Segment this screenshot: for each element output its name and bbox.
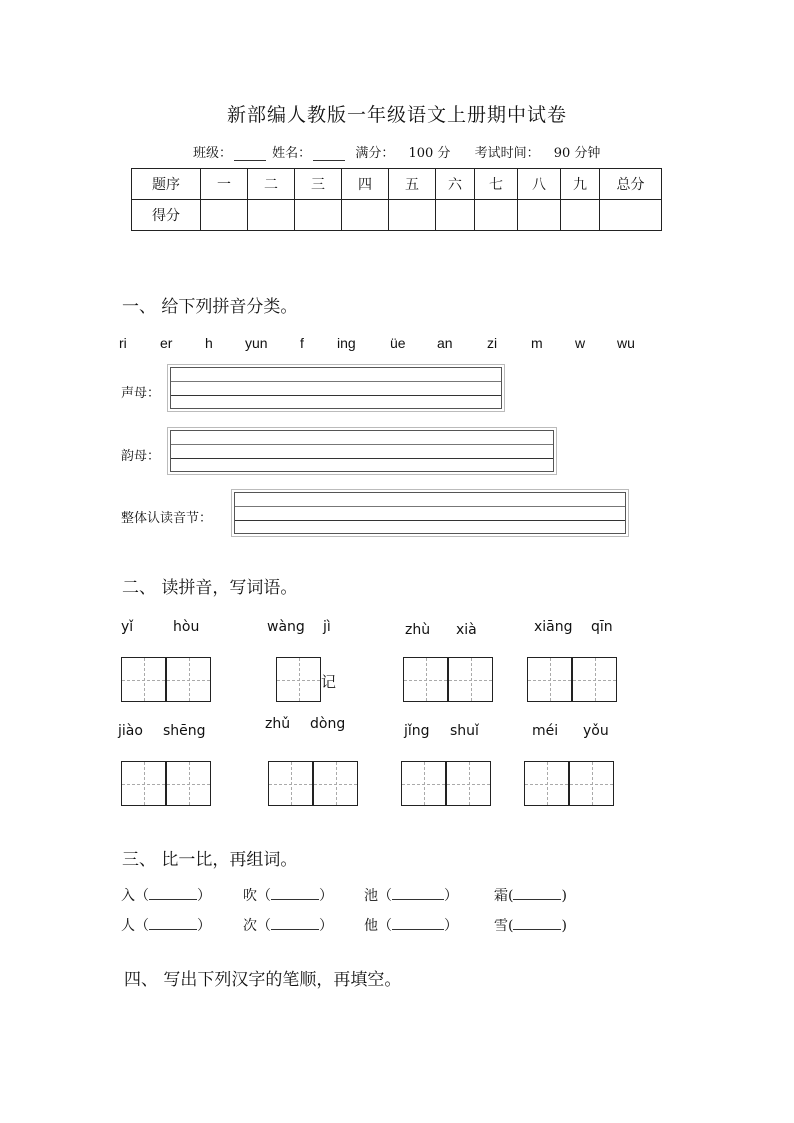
tianzige-box[interactable]	[572, 657, 617, 702]
score-cell[interactable]	[475, 200, 518, 231]
score-cell[interactable]	[201, 200, 248, 231]
score-cell[interactable]	[561, 200, 600, 231]
score-row-label: 得分	[132, 200, 201, 231]
page-title: 新部编人教版一年级语文上册期中试卷	[226, 104, 567, 126]
section-2-title: 二、 读拼音，写词语。	[122, 578, 298, 598]
pinyin-item: wu	[617, 335, 635, 351]
pinyin-word: zhù	[405, 622, 431, 638]
score-cell[interactable]	[436, 200, 475, 231]
pinyin-item: ing	[337, 335, 356, 351]
pinyin-word: xià	[456, 622, 477, 638]
tianzige-box[interactable]	[166, 657, 211, 702]
header-cell-1: 一	[201, 169, 248, 200]
compare-item[interactable]: 他（ ）	[364, 918, 458, 934]
section-1-title: 一、 给下列拼音分类。	[122, 297, 298, 317]
tianzige-box[interactable]	[401, 761, 446, 806]
header-cell-order: 题序	[132, 169, 201, 200]
tianzige-box[interactable]	[121, 761, 166, 806]
zhengti-writing-lines[interactable]	[231, 489, 629, 537]
compare-item[interactable]: 入（ ）	[121, 888, 211, 904]
header-cell-7: 七	[475, 169, 518, 200]
zhengti-label: 整体认读音节：	[121, 511, 213, 526]
name-blank[interactable]	[313, 147, 345, 161]
pinyin-item: zi	[487, 335, 498, 351]
pinyin-item: f	[300, 335, 304, 351]
header-cell-8: 八	[518, 169, 561, 200]
score-cell[interactable]	[389, 200, 436, 231]
header-cell-4: 四	[342, 169, 389, 200]
pinyin-item: yun	[245, 335, 268, 351]
pinyin-word: jì	[323, 619, 331, 635]
pinyin-word: wàng	[267, 619, 305, 635]
score-table-score-row	[132, 200, 662, 231]
pinyin-item: m	[531, 335, 543, 351]
full-score-value: 100 分	[408, 146, 451, 161]
header-cell-3: 三	[295, 169, 342, 200]
tianzige-box[interactable]	[166, 761, 211, 806]
tianzige-box[interactable]	[524, 761, 569, 806]
compare-item[interactable]: 吹（ ）	[243, 888, 333, 904]
pinyin-word: jǐng	[404, 723, 430, 739]
pinyin-word: yǐ	[121, 619, 134, 635]
pinyin-word: zhǔ	[265, 716, 291, 732]
name-label: 姓名：	[272, 146, 312, 161]
tianzige-box[interactable]	[121, 657, 166, 702]
full-score-label: 满分：	[355, 146, 395, 161]
pinyin-item: w	[575, 335, 586, 351]
shengmu-writing-lines[interactable]	[167, 364, 505, 412]
tianzige-box[interactable]	[448, 657, 493, 702]
section-3-title: 三、 比一比，再组词。	[122, 850, 298, 870]
pinyin-word: hòu	[173, 619, 200, 635]
tianzige-box[interactable]	[569, 761, 614, 806]
class-blank[interactable]	[234, 147, 266, 161]
header-cell-6: 六	[436, 169, 475, 200]
pinyin-word: xiāng	[534, 619, 573, 635]
header-cell-2: 二	[248, 169, 295, 200]
score-table-header-row	[132, 169, 662, 200]
class-label: 班级：	[193, 146, 233, 161]
pinyin-word: méi	[532, 723, 559, 739]
score-cell[interactable]	[295, 200, 342, 231]
score-cell[interactable]	[248, 200, 295, 231]
pinyin-item: h	[205, 335, 213, 351]
header-cell-5: 五	[389, 169, 436, 200]
time-value: 90 分钟	[553, 146, 601, 161]
tianzige-box[interactable]	[403, 657, 448, 702]
pinyin-word: qīn	[591, 619, 613, 635]
exam-info	[193, 142, 600, 161]
time-label: 考试时间：	[474, 146, 540, 161]
tianzige-box[interactable]	[446, 761, 491, 806]
yunmu-label: 韵母：	[121, 449, 161, 464]
score-cell[interactable]	[342, 200, 389, 231]
pinyin-word: dòng	[310, 716, 346, 732]
pinyin-item: üe	[390, 335, 406, 351]
score-table	[131, 168, 662, 231]
score-cell[interactable]	[600, 200, 662, 231]
score-cell[interactable]	[518, 200, 561, 231]
pinyin-item: ri	[119, 335, 127, 351]
compare-item[interactable]: 霜( )	[494, 888, 567, 904]
compare-item[interactable]: 人（ ）	[121, 918, 211, 934]
tianzige-box[interactable]	[313, 761, 358, 806]
compare-item[interactable]: 雪( )	[494, 918, 567, 934]
shengmu-label: 声母：	[121, 386, 161, 401]
pinyin-word: shēng	[163, 723, 206, 739]
yunmu-writing-lines[interactable]	[167, 427, 557, 475]
tianzige-box[interactable]	[268, 761, 313, 806]
pinyin-item: an	[437, 335, 453, 351]
compare-item[interactable]: 池（ ）	[364, 888, 458, 904]
pinyin-word: jiào	[118, 723, 143, 739]
header-cell-total: 总分	[600, 169, 662, 200]
pinyin-word: yǒu	[583, 723, 609, 739]
tianzige-box[interactable]	[276, 657, 321, 702]
compare-item[interactable]: 次（ ）	[243, 918, 333, 934]
tianzige-box[interactable]	[527, 657, 572, 702]
given-character: 记	[321, 673, 337, 691]
section-4-title: 四、 写出下列汉字的笔顺，再填空。	[124, 970, 402, 990]
header-cell-9: 九	[561, 169, 600, 200]
pinyin-word: shuǐ	[450, 723, 479, 739]
pinyin-item: er	[160, 335, 173, 351]
